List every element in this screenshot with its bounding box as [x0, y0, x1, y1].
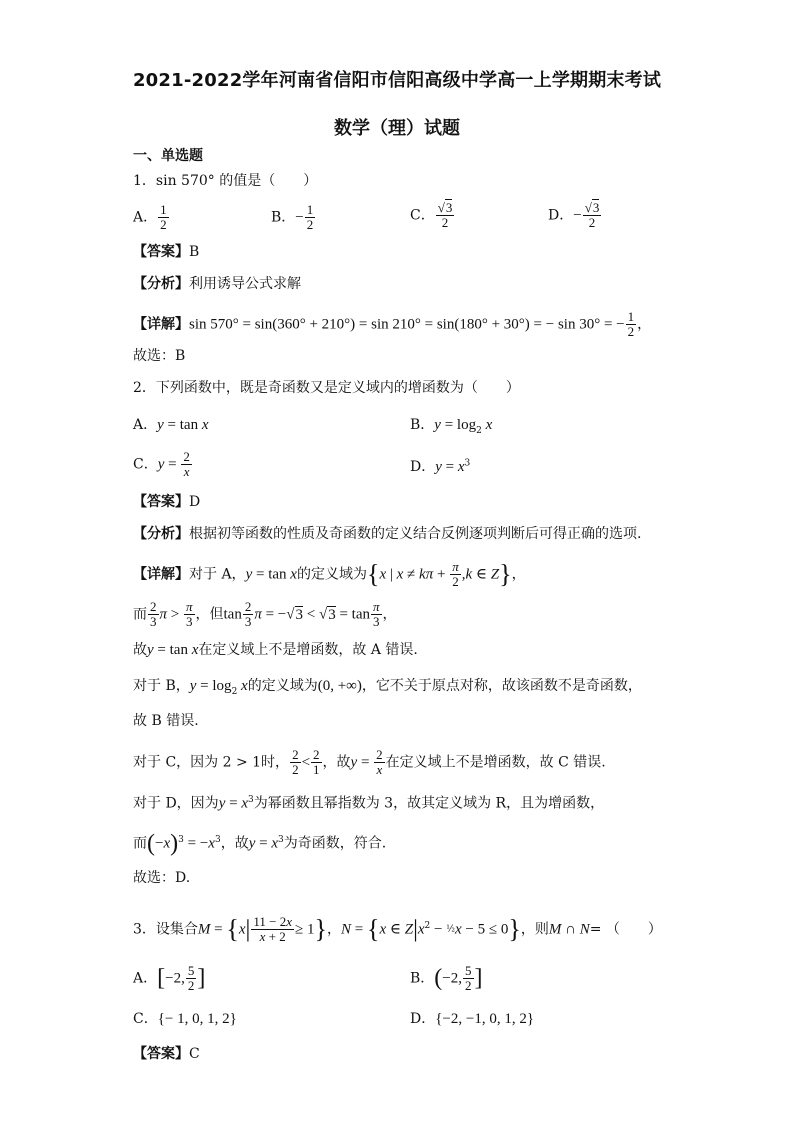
q1-option-d: D．− $\frac{√3}{2}$ [548, 200, 600, 230]
q2-analysis: 【分析】根据初等函数的性质及奇函数的定义结合反例逐项判断后可得正确的选项. [133, 526, 642, 542]
math-fraction: $\frac{1}{2}$ [160, 202, 167, 232]
q2-stem: 2．下列函数中，既是奇函数又是定义域内的增函数为（ ） [133, 380, 520, 396]
q1-analysis: 【分析】利用诱导公式求解 [133, 276, 301, 292]
section-heading: 一、单选题 [133, 148, 203, 164]
q2-option-c: C．y = $\frac{2}{x}$ [133, 449, 190, 479]
math-fraction: $\frac{1}{2}$ [306, 202, 314, 232]
q3-option-a: A．[−2, $\frac{5}{2}$ ] [133, 963, 206, 993]
q1-option-c: C． $\frac{√3}{2}$ [410, 200, 453, 230]
q2-answer: 【答案】D [133, 494, 201, 510]
q1-detail: 【详解】sin 570° = sin(360° + 210°) = sin 210° = sin(180° + 30°) = − sin 30° = − $\frac{1}{2}$ ， [133, 309, 652, 339]
q1-option-a: A． $\frac{1}{2}$ [133, 202, 167, 232]
q2-detail-d: 对于 B，$y = \log_2 x$的定义域为(0, +∞)，它不关于原点对称，故该函数不是奇函数， [133, 678, 642, 697]
q2-detail-a: 【详解】对于 A，y = tan x的定义域为{x | x ≠ kπ + $\frac{\pi}{2}$ ,k ∈ Z}， [133, 559, 526, 589]
page-subtitle: 数学（理）试题 [334, 118, 460, 139]
q2-detail-h: 而$(-x)^3 = -x^3$，故$y = x^3$为奇函数，符合. [133, 830, 387, 857]
q3-answer: 【答案】C [133, 1046, 200, 1062]
q3-stem: 3．设集合M = {x| $\frac{11 - 2x}{x + 2}$ ≥ 1}，N = {x ∈ $Z|x^2$ − ½x − 5 ≤ 0}，则M ∩ N= （ ） [133, 914, 662, 944]
math-fraction: $\frac{√3}{2}$ [584, 200, 600, 230]
q2-option-a: A．y = tan x [133, 417, 209, 433]
q2-detail-g: 对于 D，因为$y = x^3$为幂函数且幂指数为 3，故其定义域为 R，且为增函数， [133, 795, 605, 812]
q1-option-b: B．− $\frac{1}{2}$ [271, 202, 314, 232]
q2-detail-e: 故 B 错误. [133, 713, 199, 729]
q2-option-d: D．$y = x^3$ [410, 458, 471, 475]
q1-select: 故选：B [133, 348, 186, 364]
q2-option-b: B．$y = \log_2 x$ [410, 417, 493, 436]
q2-detail-b: 而 $\frac{2}{3}$ π > $\frac{\pi}{3}$ ，但tan $\frac{2}{3}$ π = −√3 < √3 = tan $\frac{\pi}{3}$ ， [133, 599, 397, 629]
math-fraction: $\frac{√3}{2}$ [437, 200, 453, 230]
q1-answer: 【答案】B [133, 244, 200, 260]
q1-stem: 1．sin 570° 的值是（ ） [133, 173, 318, 189]
q3-option-d: D．{−2, −1, 0, 1, 2} [410, 1011, 535, 1027]
q3-option-c: C．{− 1, 0, 1, 2} [133, 1011, 237, 1027]
q2-select: 故选：D. [133, 870, 191, 886]
page-title: 2021-2022学年河南省信阳市信阳高级中学高一上学期期末考试 [132, 70, 662, 91]
q2-detail-f: 对于 C，因为 2 > 1时， $\frac{2}{2}$ < $\frac{2}{1}$ ，故y = $\frac{2}{x}$ 在定义域上不是增函数，故 C 错误. [133, 747, 606, 777]
q3-option-b: B．(−2, $\frac{5}{2}$ ] [410, 963, 483, 993]
q2-detail-c: 故y = tan x在定义域上不是增函数，故 A 错误. [133, 642, 418, 658]
